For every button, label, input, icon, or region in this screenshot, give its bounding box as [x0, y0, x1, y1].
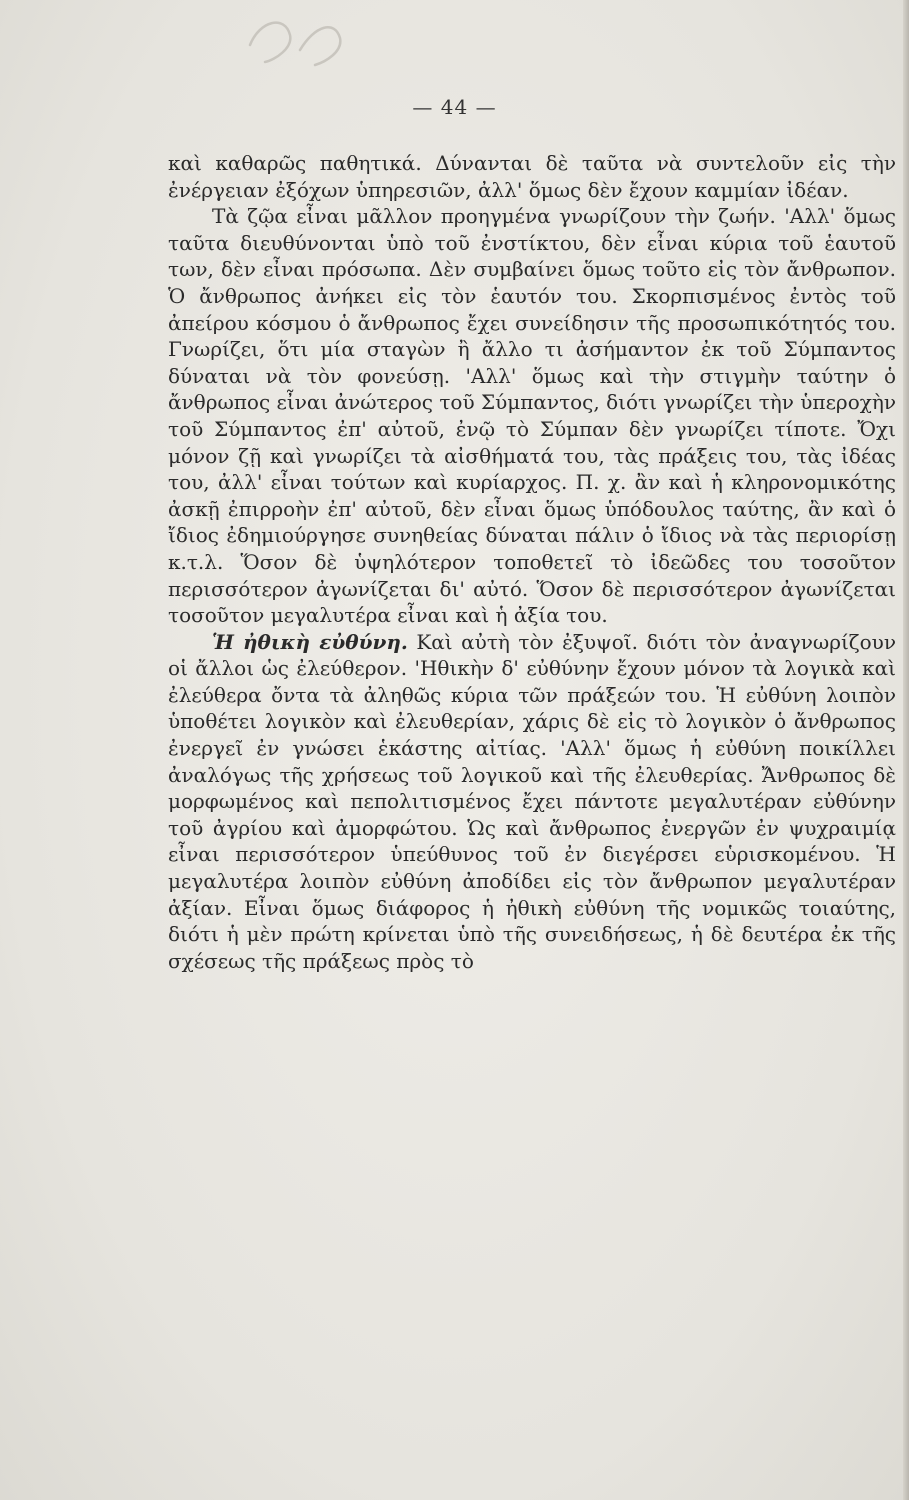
paragraph-1: καὶ καθαρῶς παθητικά. Δύνανται δὲ ταῦτα νὰ συντελοῦν εἰς τὴν ἐνέργειαν ἐξόχων ὑπηρεσιῶν, ἀλλ' ὅμως δὲν ἔχουν καμμίαν ἰδέαν. [168, 151, 896, 202]
paragraph-2: Τὰ ζῷα εἶναι μᾶλλον προηγμένα γνωρίζουν τὴν ζωήν. 'Αλλ' ὅμως ταῦτα διευθύνονται ὑπὸ τοῦ ἐνστίκτου, δὲν εἶναι κύρια τοῦ ἑαυτοῦ των, δὲν εἶναι πρόσωπα. Δὲν συμβαίνει ὅμως τοῦτο εἰς τὸν ἄνθρωπον. Ὁ ἄνθρωπος ἀνήκει εἰς τὸν ἑαυτόν του. Σκορπισμένος ἐντὸς τοῦ ἀπείρου κόσμου ὁ ἄνθρωπος ἔχει συνείδησιν τῆς προσωπικότητός του. Γνωρίζει, ὅτι μία σταγὼν ἢ ἄλλο τι ἀσήμαντον ἐκ τοῦ Σύμπαντος δύναται νὰ τὸν φονεύσῃ. 'Αλλ' ὅμως καὶ τὴν στιγμὴν ταύτην ὁ ἄνθρωπος εἶναι ἀνώτερος τοῦ Σύμπαντος, διότι γνωρίζει τὴν ὑπεροχὴν τοῦ Σύμπαντος ἐπ' αὐτοῦ, ἐνῷ τὸ Σύμπαν δὲν γνωρίζει τίποτε. Ὄχι μόνον ζῇ καὶ γνωρίζει τὰ αἰσθήματά του, τὰς πράξεις του, τὰς ἰδέας του, ἀλλ' εἶναι τούτων καὶ κυρίαρχος. Π. χ. ἂν καὶ ἡ κληρονομικότης ἀσκῇ ἐπιρροὴν ἐπ' αὐτοῦ, δὲν εἶναι ὅμως ὑπόδουλος ταύτης, ἂν καὶ ὁ ἴδιος ἐδημιούργησε συνηθείας δύναται πάλιν ὁ ἴδιος νὰ τὰς περιορίσῃ κ.τ.λ. Ὅσον δὲ ὑψηλότερον τοποθετεῖ τὸ ἰδεῶδες του τοσοῦτον περισσότερον ἀγωνίζεται δι' αὐτό. Ὅσον δὲ περισσότερον ἀγωνίζεται τοσοῦτον μεγαλυτέρα εἶναι καὶ ἡ ἀξία του. [168, 204, 896, 628]
paragraph-3 [168, 629, 896, 975]
pencil-annotation-mark [245, 10, 385, 70]
body-text [168, 150, 896, 974]
page-edge-shadow [903, 0, 909, 1500]
section-heading: Ἡ ἠθικὴ εὐθύνη. [212, 629, 408, 654]
paragraph-3-text: Καὶ αὐτὴ τὸν ἐξυψοῖ. διότι τὸν ἀναγνωρίζουν οἱ ἄλλοι ὡς ἐλεύθερον. 'Ηθικὴν δ' εὐθύνην ἔχουν μόνον τὰ λογικὰ καὶ ἐλεύθερα ὄντα τὰ ἀληθῶς κύρια τῶν πράξεών του. Ἡ εὐθύνη λοιπὸν ὑποθέτει λογικὸν καὶ ἐλευθερίαν, χάρις δὲ εἰς τὸ λογικὸν ὁ ἄνθρωπος ἐνεργεῖ ἐν γνώσει ἑκάστης αἰτίας. 'Αλλ' ὅμως ἡ εὐθύνη ποικίλλει ἀναλόγως τῆς χρήσεως τοῦ λογικοῦ καὶ τῆς ἐλευθερίας. Ἄνθρωπος δὲ μορφωμένος καὶ πεπολιτισμένος ἔχει πάντοτε μεγαλυτέραν εὐθύνην τοῦ ἀγρίου καὶ ἀμορφώτου. Ὡς καὶ ἄνθρωπος ἐνεργῶν ἐν ψυχραιμίᾳ εἶναι περισσότερον ὑπεύθυνος τοῦ ἐν διεγέρσει εὑρισκομένου. Ἡ μεγαλυτέρα λοιπὸν εὐθύνη ἀποδίδει εἰς τὸν ἄνθρωπον μεγαλυτέραν ἀξίαν. Εἶναι ὅμως διάφορος ἡ ἠθικὴ εὐθύνη τῆς νομικῶς τοιαύτης, διότι ἡ μὲν πρώτη κρίνεται ὑπὸ τῆς συνειδήσεως, ἡ δὲ δευτέρα ἐκ τῆς σχέσεως τῆς πράξεως πρὸς τὸ [168, 629, 896, 973]
page-number: — 44 — [412, 95, 497, 119]
